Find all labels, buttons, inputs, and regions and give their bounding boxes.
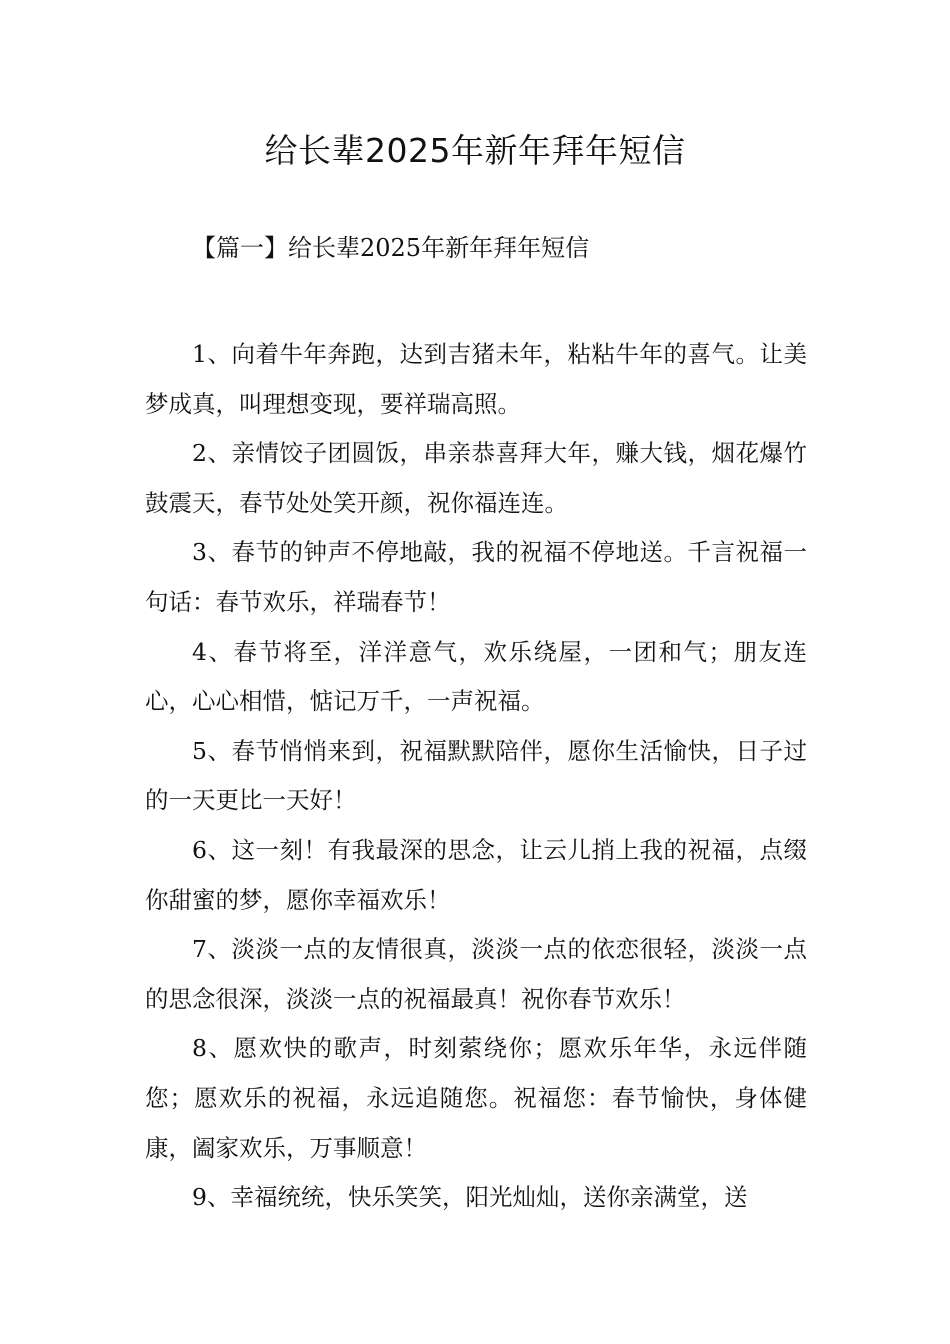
paragraph-3: 3、春节的钟声不停地敲，我的祝福不停地送。千言祝福一句话：春节欢乐，祥瑞春节！: [145, 538, 807, 616]
document-title: 给长辈2025年新年拜年短信: [264, 131, 686, 170]
paragraph-7: 7、淡淡一点的友情很真，淡淡一点的依恋很轻，淡淡一点的思念很深，淡淡一点的祝福最真！祝你春节欢乐！: [145, 935, 807, 1013]
paragraph-8: 8、愿欢快的歌声，时刻萦绕你；愿欢乐年华，永远伴随您；愿欢乐的祝福，永远追随您。祝福您：春节愉快，身体健康，阖家欢乐，万事顺意！: [145, 1034, 807, 1162]
paragraph-1: 1、向着牛年奔跑，达到吉猪未年，粘粘牛年的喜气。让美梦成真，叫理想变现，要祥瑞高照。: [145, 340, 807, 418]
section-heading: 【篇一】给长辈2025年新年拜年短信: [192, 234, 590, 262]
paragraph-2: 2、亲情饺子团圆饭，串亲恭喜拜大年，赚大钱，烟花爆竹鼓震天，春节处处笑开颜，祝你福连连。: [145, 439, 807, 517]
paragraph-5: 5、春节悄悄来到，祝福默默陪伴，愿你生活愉快，日子过的一天更比一天好！: [145, 736, 807, 815]
paragraph-6: 6、这一刻！有我最深的思念，让云儿捎上我的祝福，点缀你甜蜜的梦，愿你幸福欢乐！: [145, 835, 807, 914]
document-body: [145, 330, 807, 1223]
paragraph-9: 9、幸福统统，快乐笑笑，阳光灿灿，送你亲满堂，送: [192, 1183, 748, 1212]
paragraph-4: 4、春节将至，洋洋意气，欢乐绕屋，一团和气；朋友连心，心心相惜，惦记万千，一声祝福。: [145, 637, 807, 716]
